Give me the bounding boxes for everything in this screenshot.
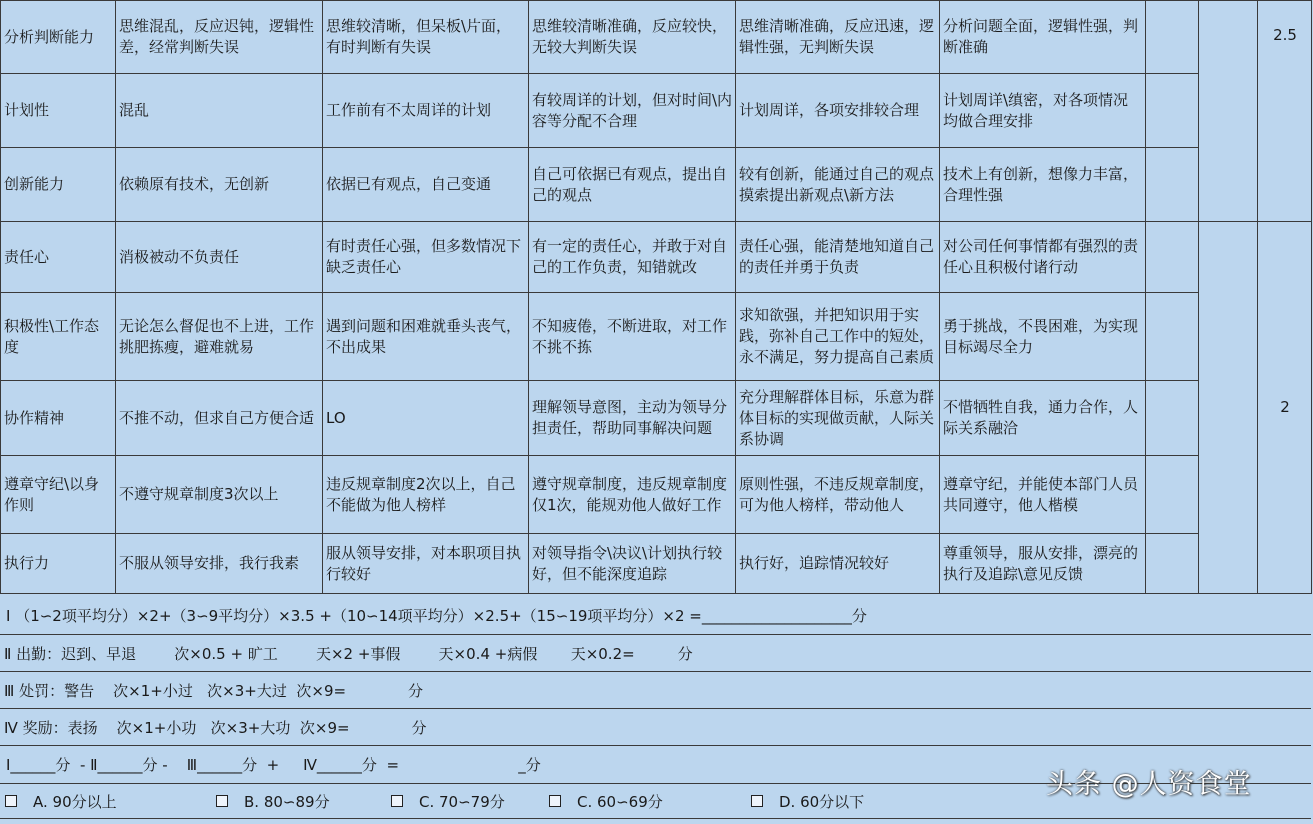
level-3-cell[interactable]: 对领导指令\决议\计划执行较好，但不能深度追踪	[529, 534, 736, 594]
table-row	[1, 74, 1312, 148]
level-2-cell[interactable]: 依据已有观点，自己变通	[323, 148, 529, 222]
level-2-cell[interactable]: 工作前有不太周详的计划	[323, 74, 529, 148]
level-1-cell[interactable]: 不服从领导安排，我行我素	[116, 534, 323, 594]
item-name[interactable]: 责任心	[1, 222, 116, 293]
level-5-cell[interactable]: 遵章守纪，并能使本部门人员共同遵守，他人楷模	[940, 456, 1146, 534]
reward-row[interactable]	[0, 709, 1311, 746]
table-row	[1, 1, 1312, 74]
item-name[interactable]: 创新能力	[1, 148, 116, 222]
grade-option-c2[interactable]: C. 60∽69分	[549, 791, 663, 812]
checkbox-icon[interactable]	[391, 795, 403, 807]
blank-cell[interactable]	[1199, 222, 1258, 594]
level-5-cell[interactable]: 尊重领导，服从安排，漂亮的执行及追踪\意见反馈	[940, 534, 1146, 594]
table-row	[1, 293, 1312, 381]
level-4-cell[interactable]: 计划周详，各项安排较合理	[736, 74, 940, 148]
level-5-cell[interactable]: 分析问题全面，逻辑性强，判断准确	[940, 1, 1146, 74]
level-1-cell[interactable]: 混乱	[116, 74, 323, 148]
penalty-text: Ⅲ 处罚：警告 次×1+小过 次×3+大过 次×9= 分	[4, 681, 424, 700]
checkbox-icon[interactable]	[549, 795, 561, 807]
level-1-cell[interactable]: 不推不动，但求自己方便合适	[116, 381, 323, 456]
total-formula-text: Ⅰ （1∽2项平均分）×2+（3∽9平均分）×3.5 +（10∽14项平均分）×2.5+（15∽19项平均分）×2 =____________________分	[6, 606, 867, 625]
level-5-cell[interactable]: 勇于挑战，不畏困难，为实现目标竭尽全力	[940, 293, 1146, 381]
item-name[interactable]: 分析判断能力	[1, 1, 116, 74]
attendance-row[interactable]	[0, 635, 1311, 672]
weight-cell[interactable]: 2.5	[1258, 1, 1312, 222]
level-3-cell[interactable]: 有较周详的计划，但对时间\内容等分配不合理	[529, 74, 736, 148]
attendance-text: Ⅱ 出勤：迟到、早退 次×0.5 + 旷工 天×2 +事假 天×0.4 +病假 天×0.2= 分	[4, 644, 693, 663]
score-cell[interactable]	[1146, 1, 1199, 74]
level-4-cell[interactable]: 原则性强，不违反规章制度，可为他人榜样，带动他人	[736, 456, 940, 534]
level-3-cell[interactable]: 不知疲倦，不断进取，对工作不挑不拣	[529, 293, 736, 381]
table-row	[1, 456, 1312, 534]
weight-cell[interactable]: 2	[1258, 222, 1312, 594]
level-4-cell[interactable]: 执行好，追踪情况较好	[736, 534, 940, 594]
level-3-cell[interactable]: 自己可依据已有观点，提出自己的观点	[529, 148, 736, 222]
grade-option-c[interactable]: C. 70∽79分	[391, 791, 505, 812]
checkbox-icon[interactable]	[751, 795, 763, 807]
level-3-cell[interactable]: 理解领导意图，主动为领导分担责任，帮助同事解决问题	[529, 381, 736, 456]
level-4-cell[interactable]: 求知欲强，并把知识用于实践，弥补自己工作中的短处，永不满足，努力提高自己素质	[736, 293, 940, 381]
penalty-row[interactable]	[0, 672, 1311, 709]
level-4-cell[interactable]: 思维清晰准确，反应迅速，逻辑性强，无判断失误	[736, 1, 940, 74]
level-1-cell[interactable]: 依赖原有技术，无创新	[116, 148, 323, 222]
watermark: 头条 @人资食堂	[1046, 769, 1252, 800]
level-2-cell[interactable]: 有时责任心强，但多数情况下缺乏责任心	[323, 222, 529, 293]
score-cell[interactable]	[1146, 534, 1199, 594]
level-3-cell[interactable]: 遵守规章制度，违反规章制度仅1次，能规劝他人做好工作	[529, 456, 736, 534]
item-name[interactable]: 遵章守纪\以身作则	[1, 456, 116, 534]
level-1-cell[interactable]: 思维混乱，反应迟钝，逻辑性差，经常判断失误	[116, 1, 323, 74]
item-name[interactable]: 协作精神	[1, 381, 116, 456]
level-2-cell[interactable]: 服从领导安排，对本职项目执行较好	[323, 534, 529, 594]
level-5-cell[interactable]: 对公司任何事情都有强烈的责任心且积极付诸行动	[940, 222, 1146, 293]
table-row	[1, 534, 1312, 594]
grade-option-a[interactable]: A. 90分以上	[5, 791, 117, 812]
level-1-cell[interactable]: 无论怎么督促也不上进，工作挑肥拣瘦，避难就易	[116, 293, 323, 381]
level-1-cell[interactable]: 消极被动不负责任	[116, 222, 323, 293]
level-2-cell[interactable]: 思维较清晰，但呆板\片面，有时判断有失误	[323, 1, 529, 74]
level-4-cell[interactable]: 责任心强，能清楚地知道自己的责任并勇于负责	[736, 222, 940, 293]
level-5-cell[interactable]: 不惜牺牲自我，通力合作，人际关系融洽	[940, 381, 1146, 456]
item-name[interactable]: 积极性\工作态度	[1, 293, 116, 381]
level-3-cell[interactable]: 思维较清晰准确，反应较快，无较大判断失误	[529, 1, 736, 74]
level-3-cell[interactable]: 有一定的责任心，并敢于对自己的工作负责，知错就改	[529, 222, 736, 293]
blank-cell[interactable]	[1199, 1, 1258, 222]
level-4-cell[interactable]: 较有创新，能通过自己的观点摸索提出新观点\新方法	[736, 148, 940, 222]
score-cell[interactable]	[1146, 148, 1199, 222]
table-row	[1, 381, 1312, 456]
total-formula-row[interactable]	[0, 596, 1311, 635]
reward-text: Ⅳ 奖励：表扬 次×1+小功 次×3+大功 次×9= 分	[4, 718, 427, 737]
checkbox-icon[interactable]	[5, 795, 17, 807]
checkbox-icon[interactable]	[216, 795, 228, 807]
item-name[interactable]: 计划性	[1, 74, 116, 148]
level-1-cell[interactable]: 不遵守规章制度3次以上	[116, 456, 323, 534]
score-cell[interactable]	[1146, 293, 1199, 381]
level-5-cell[interactable]: 技术上有创新，想像力丰富，合理性强	[940, 148, 1146, 222]
table-row	[1, 148, 1312, 222]
table-row	[1, 222, 1312, 293]
final-score-text: Ⅰ______分 - Ⅱ______分 - Ⅲ______分 + Ⅳ______分 = _分	[6, 756, 541, 774]
level-5-cell[interactable]: 计划周详\缜密，对各项情况均做合理安排	[940, 74, 1146, 148]
level-2-cell[interactable]: LO	[323, 381, 529, 456]
level-2-cell[interactable]: 遇到问题和困难就垂头丧气，不出成果	[323, 293, 529, 381]
score-cell[interactable]	[1146, 456, 1199, 534]
score-cell[interactable]	[1146, 74, 1199, 148]
level-4-cell[interactable]: 充分理解群体目标，乐意为群体目标的实现做贡献，人际关系协调	[736, 381, 940, 456]
grade-option-b[interactable]: B. 80∽89分	[216, 791, 330, 812]
score-cell[interactable]	[1146, 222, 1199, 293]
item-name[interactable]: 执行力	[1, 534, 116, 594]
level-2-cell[interactable]: 违反规章制度2次以上，自己不能做为他人榜样	[323, 456, 529, 534]
grade-option-d[interactable]: D. 60分以下	[751, 791, 864, 812]
score-cell[interactable]	[1146, 381, 1199, 456]
